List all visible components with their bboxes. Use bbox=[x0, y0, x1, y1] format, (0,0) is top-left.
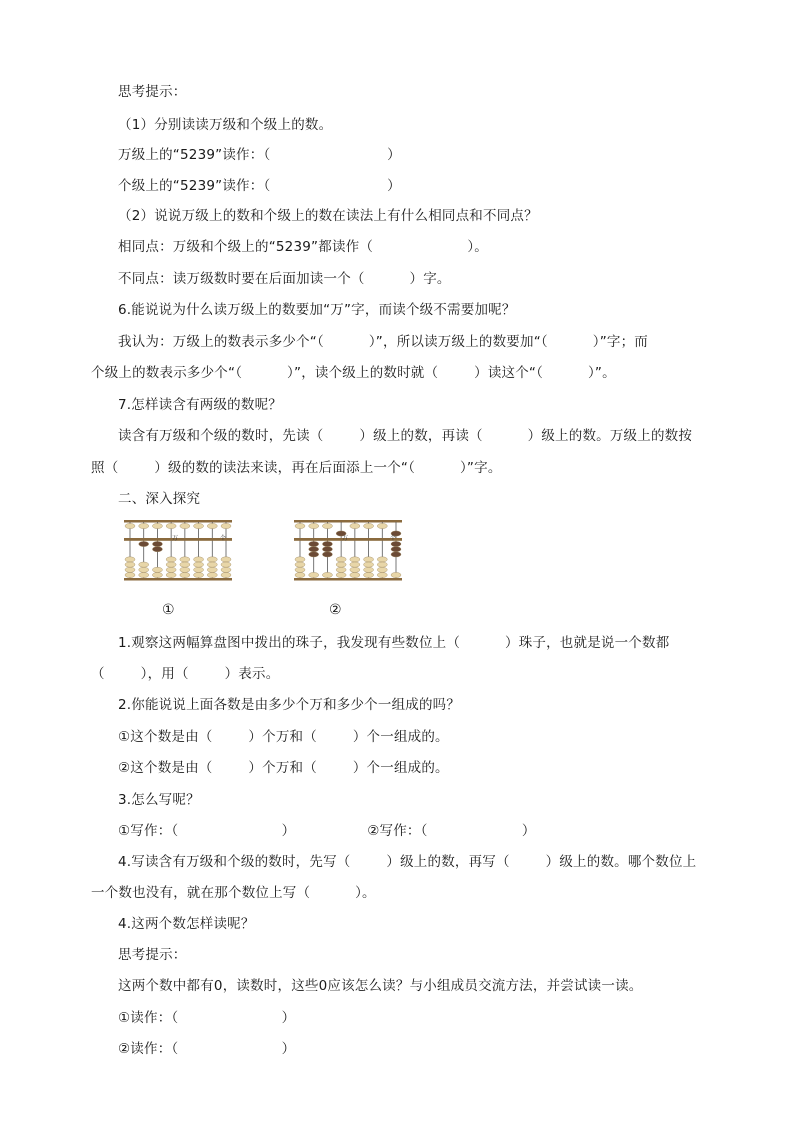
abacus-lower-bead bbox=[125, 557, 135, 562]
abacus-lower-bead bbox=[336, 567, 346, 572]
section-heading: 二、深入探究 bbox=[118, 491, 201, 507]
abacus-upper-bead bbox=[221, 523, 231, 528]
abacus-lower-bead bbox=[194, 567, 204, 572]
abacus-lower-bead bbox=[152, 547, 162, 552]
abacus-lower-bead bbox=[125, 562, 135, 567]
abacus-lower-bead bbox=[166, 562, 176, 567]
abacus-upper-bead bbox=[364, 523, 374, 528]
abacus-lower-bead bbox=[194, 557, 204, 562]
abacus-lower-bead bbox=[350, 562, 360, 567]
text-line: 不同点：读万级数时要在后面加读一个（ ）字。 bbox=[118, 271, 451, 287]
abacus-lower-bead bbox=[207, 567, 217, 572]
text-line: 6.能说说为什么读万级上的数要加“万”字，而读个级不需要加呢？ bbox=[118, 302, 516, 318]
abacus-lower-bead bbox=[139, 567, 149, 572]
abacus-lower-bead bbox=[194, 572, 204, 577]
text-line: ②读作：（ ） bbox=[118, 1041, 296, 1057]
abacus-lower-bead bbox=[364, 557, 374, 562]
text-line: ①读作：（ ） bbox=[118, 1010, 296, 1026]
abacus-top-bar bbox=[294, 520, 402, 523]
text-line: （2）说说万级上的数和个级上的数在读法上有什么相同点和不同点？ bbox=[118, 208, 538, 224]
abacus-lower-bead bbox=[152, 567, 162, 572]
abacus-lower-bead bbox=[295, 572, 305, 577]
text-line: 我认为：万级上的数表示多少个“（ ）”，所以读万级上的数要加“（ ）”字；而 bbox=[118, 334, 648, 350]
abacus-lower-bead bbox=[180, 572, 190, 577]
text-line: 3.怎么写呢？ bbox=[118, 792, 200, 808]
abacus-lower-bead bbox=[207, 572, 217, 577]
abacus-upper-bead bbox=[377, 523, 387, 528]
abacus-lower-bead bbox=[166, 567, 176, 572]
text-line: 这两个数中都有0，读数时，这些0应该怎么读？与小组成员交流方法，并尝试读一读。 bbox=[118, 978, 643, 994]
abacus-lower-bead bbox=[336, 557, 346, 562]
abacus-lower-bead bbox=[377, 557, 387, 562]
text-line: ②这个数是由（ ）个万和（ ）个一组成的。 bbox=[118, 760, 449, 776]
abacus-lower-bead bbox=[139, 572, 149, 577]
abacus-lower-bead bbox=[391, 572, 401, 577]
text-line: ①写作：（ ） ②写作：（ ） bbox=[118, 823, 536, 839]
text-line: 个级上的数表示多少个“（ ）”，读个级上的数时就（ ）读这个“（ ）”。 bbox=[91, 365, 616, 381]
text-line: 4.写读含有万级和个级的数时，先写（ ）级上的数，再写（ ）级上的数。哪个数位上 bbox=[118, 854, 697, 870]
abacus-lower-bead bbox=[125, 572, 135, 577]
text-line: 7.怎样读含有两级的数呢？ bbox=[118, 397, 282, 413]
abacus-lower-bead bbox=[322, 547, 332, 552]
abacus-lower-bead bbox=[350, 572, 360, 577]
abacus-1-mark-ge: 个 bbox=[220, 535, 227, 542]
abacus-2-mark-wan: 万 bbox=[342, 535, 349, 542]
abacus-lower-bead bbox=[364, 562, 374, 567]
text-line: ①这个数是由（ ）个万和（ ）个一组成的。 bbox=[118, 729, 449, 745]
abacus-bottom-bar bbox=[294, 578, 402, 581]
abacus-lower-bead bbox=[364, 567, 374, 572]
figure-label-2: ② bbox=[329, 602, 342, 618]
abacus-figure-2 bbox=[292, 518, 404, 582]
abacus-lower-bead bbox=[322, 572, 332, 577]
abacus-lower-bead bbox=[166, 557, 176, 562]
abacus-lower-bead bbox=[295, 567, 305, 572]
abacus-lower-bead bbox=[377, 562, 387, 567]
abacus-lower-bead bbox=[221, 567, 231, 572]
abacus-upper-bead bbox=[207, 523, 217, 528]
abacus-lower-bead bbox=[221, 572, 231, 577]
abacus-lower-bead bbox=[207, 562, 217, 567]
abacus-lower-bead bbox=[322, 541, 332, 546]
abacus-lower-bead bbox=[180, 562, 190, 567]
abacus-lower-bead bbox=[309, 552, 319, 557]
abacus-upper-bead bbox=[194, 523, 204, 528]
abacus-lower-bead bbox=[139, 541, 149, 546]
text-line: 1.观察这两幅算盘图中拨出的珠子，我发现有些数位上（ ）珠子，也就是说一个数都 bbox=[118, 635, 670, 651]
text-line: 照（ ）级的数的读法来读，再在后面添上一个“（ ）”字。 bbox=[91, 460, 502, 476]
abacus-lower-bead bbox=[391, 552, 401, 557]
abacus-lower-bead bbox=[139, 562, 149, 567]
abacus-lower-bead bbox=[322, 552, 332, 557]
abacus-lower-bead bbox=[125, 567, 135, 572]
text-line: 相同点：万级和个级上的“5239”都读作（ ）。 bbox=[118, 239, 489, 255]
text-line: 思考提示： bbox=[118, 84, 187, 100]
text-line: 思考提示： bbox=[118, 947, 187, 963]
figure-label-1: ① bbox=[162, 602, 175, 618]
abacus-upper-bead bbox=[322, 523, 332, 528]
abacus-lower-bead bbox=[295, 562, 305, 567]
abacus-lower-bead bbox=[180, 557, 190, 562]
abacus-lower-bead bbox=[377, 567, 387, 572]
text-line: 个级上的“5239”读作：（ ） bbox=[118, 178, 401, 194]
abacus-upper-bead bbox=[295, 523, 305, 528]
abacus-lower-bead bbox=[152, 572, 162, 577]
abacus-lower-bead bbox=[364, 572, 374, 577]
abacus-lower-bead bbox=[336, 572, 346, 577]
abacus-lower-bead bbox=[295, 557, 305, 562]
abacus-upper-bead bbox=[139, 523, 149, 528]
abacus-lower-bead bbox=[152, 541, 162, 546]
text-line: 4.这两个数怎样读呢？ bbox=[118, 916, 255, 932]
abacus-lower-bead bbox=[309, 572, 319, 577]
abacus-lower-bead bbox=[194, 562, 204, 567]
abacus-upper-bead bbox=[125, 523, 135, 528]
abacus-2-mark-ge: 个 bbox=[390, 535, 397, 542]
abacus-lower-bead bbox=[221, 562, 231, 567]
abacus-figure-1 bbox=[122, 518, 234, 582]
abacus-upper-bead bbox=[152, 523, 162, 528]
abacus-lower-bead bbox=[391, 547, 401, 552]
text-line: 一个数也没有，就在那个数位上写（ ）。 bbox=[91, 885, 376, 901]
text-line: 万级上的“5239”读作：（ ） bbox=[118, 147, 401, 163]
abacus-lower-bead bbox=[309, 547, 319, 552]
abacus-upper-bead bbox=[350, 523, 360, 528]
abacus-lower-bead bbox=[221, 557, 231, 562]
abacus-lower-bead bbox=[336, 562, 346, 567]
text-line: 读含有万级和个级的数时，先读（ ）级上的数，再读（ ）级上的数。万级上的数按 bbox=[118, 428, 693, 444]
text-line: （ ），用（ ）表示。 bbox=[91, 666, 280, 682]
abacus-lower-bead bbox=[350, 567, 360, 572]
abacus-upper-bead bbox=[180, 523, 190, 528]
abacus-lower-bead bbox=[377, 572, 387, 577]
abacus-lower-bead bbox=[391, 541, 401, 546]
text-line: 2.你能说说上面各数是由多少个万和多少个一组成的吗？ bbox=[118, 697, 461, 713]
abacus-lower-bead bbox=[166, 572, 176, 577]
abacus-lower-bead bbox=[180, 567, 190, 572]
abacus-lower-bead bbox=[309, 541, 319, 546]
abacus-upper-bead bbox=[309, 523, 319, 528]
abacus-bottom-bar bbox=[124, 578, 232, 581]
abacus-lower-bead bbox=[350, 557, 360, 562]
abacus-1-mark-wan: 万 bbox=[172, 535, 179, 542]
text-line: （1）分别读读万级和个级上的数。 bbox=[118, 117, 333, 133]
abacus-lower-bead bbox=[207, 557, 217, 562]
abacus-upper-bead bbox=[166, 523, 176, 528]
abacus-top-bar bbox=[124, 520, 232, 523]
